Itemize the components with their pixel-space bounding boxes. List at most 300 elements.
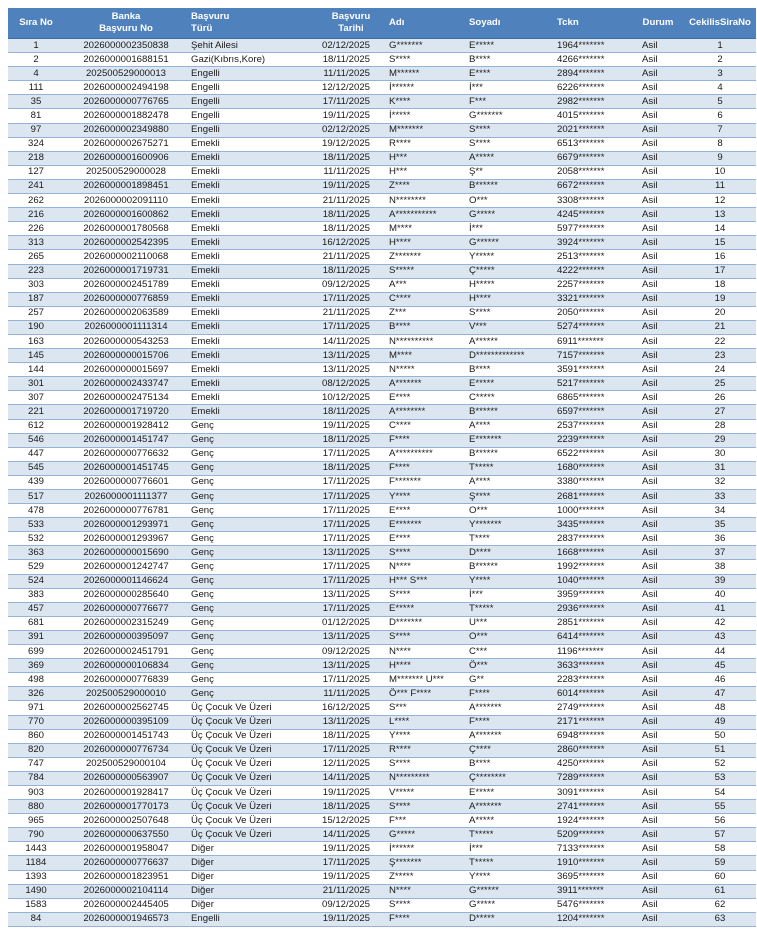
cell-soyadi: D**** — [466, 546, 554, 560]
cell-banka-basvuru-no: 2026000002445405 — [64, 898, 188, 912]
header-banka-line1: Banka — [111, 11, 141, 22]
cell-soyadi: B**** — [466, 53, 554, 67]
table-row — [8, 250, 756, 264]
table-row — [8, 109, 756, 123]
cell-banka-basvuru-no: 2026000000543253 — [64, 334, 188, 348]
cell-basvuru-tarihi: 18/11/2025 — [316, 208, 386, 222]
cell-soyadi: B**** — [466, 757, 554, 771]
cell-tckn: 2749******* — [554, 701, 632, 715]
cell-durum: Asil — [632, 391, 684, 405]
cell-adi: A******* — [386, 377, 466, 391]
cell-adi: H**** — [386, 236, 466, 250]
cell-durum: Asil — [632, 433, 684, 447]
cell-basvuru-tarihi: 19/11/2025 — [316, 179, 386, 193]
header-tckn — [554, 8, 632, 39]
cell-cekilis-sira-no: 31 — [684, 461, 756, 475]
cell-basvuru-tarihi: 21/11/2025 — [316, 250, 386, 264]
header-soyadi-label: Soyadı — [469, 17, 501, 28]
table-row — [8, 236, 756, 250]
cell-cekilis-sira-no: 29 — [684, 433, 756, 447]
cell-basvuru-turu: Emekli — [188, 334, 316, 348]
cell-banka-basvuru-no: 2026000002507648 — [64, 814, 188, 828]
cell-basvuru-tarihi: 17/11/2025 — [316, 518, 386, 532]
cell-durum: Asil — [632, 222, 684, 236]
cell-tckn: 1204******* — [554, 912, 632, 926]
cell-banka-basvuru-no: 2026000002494198 — [64, 81, 188, 95]
cell-cekilis-sira-no: 60 — [684, 870, 756, 884]
cell-cekilis-sira-no: 51 — [684, 743, 756, 757]
cell-cekilis-sira-no: 54 — [684, 785, 756, 799]
cell-cekilis-sira-no: 34 — [684, 504, 756, 518]
cell-basvuru-tarihi: 16/12/2025 — [316, 701, 386, 715]
cell-sira-no: 770 — [8, 715, 64, 729]
cell-basvuru-tarihi: 19/11/2025 — [316, 109, 386, 123]
header-adi — [386, 8, 466, 39]
cell-basvuru-turu: Emekli — [188, 391, 316, 405]
cell-cekilis-sira-no: 48 — [684, 701, 756, 715]
cell-basvuru-tarihi: 17/11/2025 — [316, 602, 386, 616]
cell-soyadi: S**** — [466, 123, 554, 137]
table-row — [8, 419, 756, 433]
cell-banka-basvuru-no: 202500529000028 — [64, 165, 188, 179]
cell-cekilis-sira-no: 61 — [684, 884, 756, 898]
cell-tckn: 3091******* — [554, 785, 632, 799]
cell-banka-basvuru-no: 2026000002315249 — [64, 616, 188, 630]
cell-sira-no: 529 — [8, 560, 64, 574]
cell-soyadi: A****** — [466, 334, 554, 348]
cell-soyadi: A******* — [466, 701, 554, 715]
cell-adi: A********** — [386, 447, 466, 461]
table-row — [8, 842, 756, 856]
cell-cekilis-sira-no: 13 — [684, 208, 756, 222]
cell-basvuru-tarihi: 17/11/2025 — [316, 504, 386, 518]
cell-banka-basvuru-no: 2026000000395109 — [64, 715, 188, 729]
cell-basvuru-turu: Genç — [188, 461, 316, 475]
cell-basvuru-tarihi: 10/12/2025 — [316, 391, 386, 405]
cell-sira-no: 447 — [8, 447, 64, 461]
cell-soyadi: T***** — [466, 828, 554, 842]
cell-adi: N**** — [386, 560, 466, 574]
cell-durum: Asil — [632, 109, 684, 123]
cell-durum: Asil — [632, 870, 684, 884]
cell-basvuru-tarihi: 17/11/2025 — [316, 320, 386, 334]
cell-tckn: 6865******* — [554, 391, 632, 405]
cell-adi: E***** — [386, 602, 466, 616]
cell-cekilis-sira-no: 3 — [684, 67, 756, 81]
cell-basvuru-tarihi: 13/11/2025 — [316, 659, 386, 673]
cell-basvuru-tarihi: 18/11/2025 — [316, 461, 386, 475]
cell-tckn: 3911******* — [554, 884, 632, 898]
cell-soyadi: Y***** — [466, 250, 554, 264]
table-row — [8, 320, 756, 334]
cell-durum: Asil — [632, 518, 684, 532]
table-row — [8, 856, 756, 870]
cell-tckn: 1910******* — [554, 856, 632, 870]
cell-adi: M****** — [386, 67, 466, 81]
cell-banka-basvuru-no: 2026000000776632 — [64, 447, 188, 461]
cell-soyadi: A**** — [466, 475, 554, 489]
cell-adi: D******* — [386, 616, 466, 630]
header-banka-basvuru-no — [64, 8, 188, 39]
cell-basvuru-turu: Üç Çocuk Ve Üzeri — [188, 814, 316, 828]
header-soyadi — [466, 8, 554, 39]
cell-basvuru-tarihi: 13/11/2025 — [316, 630, 386, 644]
table-row — [8, 447, 756, 461]
cell-durum: Asil — [632, 673, 684, 687]
cell-adi: R**** — [386, 137, 466, 151]
table-row — [8, 771, 756, 785]
table-row — [8, 349, 756, 363]
cell-tckn: 2860******* — [554, 743, 632, 757]
cell-cekilis-sira-no: 55 — [684, 800, 756, 814]
cell-tckn: 3321******* — [554, 292, 632, 306]
cell-soyadi: E******* — [466, 433, 554, 447]
table-row — [8, 95, 756, 109]
table-row — [8, 53, 756, 67]
cell-soyadi: B****** — [466, 560, 554, 574]
cell-sira-no: 681 — [8, 616, 64, 630]
table-row — [8, 81, 756, 95]
cell-basvuru-turu: Emekli — [188, 377, 316, 391]
cell-tckn: 1924******* — [554, 814, 632, 828]
cell-adi: N******** — [386, 194, 466, 208]
cell-basvuru-tarihi: 17/11/2025 — [316, 490, 386, 504]
cell-banka-basvuru-no: 202500529000010 — [64, 687, 188, 701]
cell-adi: N********* — [386, 771, 466, 785]
cell-basvuru-tarihi: 18/11/2025 — [316, 53, 386, 67]
cell-basvuru-tarihi: 14/11/2025 — [316, 334, 386, 348]
cell-basvuru-tarihi: 12/12/2025 — [316, 81, 386, 95]
cell-adi: S**** — [386, 53, 466, 67]
cell-banka-basvuru-no: 2026000001111314 — [64, 320, 188, 334]
cell-tckn: 3435******* — [554, 518, 632, 532]
cell-basvuru-tarihi: 17/11/2025 — [316, 447, 386, 461]
cell-soyadi: Y**** — [466, 574, 554, 588]
cell-basvuru-tarihi: 17/11/2025 — [316, 856, 386, 870]
cell-banka-basvuru-no: 2026000001719720 — [64, 405, 188, 419]
cell-banka-basvuru-no: 2026000002562745 — [64, 701, 188, 715]
cell-soyadi: G***** — [466, 898, 554, 912]
cell-basvuru-turu: Genç — [188, 433, 316, 447]
cell-adi: H**** — [386, 659, 466, 673]
cell-cekilis-sira-no: 40 — [684, 588, 756, 602]
cell-cekilis-sira-no: 25 — [684, 377, 756, 391]
cell-cekilis-sira-no: 63 — [684, 912, 756, 926]
cell-basvuru-tarihi: 13/11/2025 — [316, 363, 386, 377]
cell-soyadi: C***** — [466, 391, 554, 405]
cell-durum: Asil — [632, 461, 684, 475]
cell-durum: Asil — [632, 560, 684, 574]
table-row — [8, 912, 756, 926]
table-row — [8, 659, 756, 673]
table-row — [8, 800, 756, 814]
cell-adi: N********** — [386, 334, 466, 348]
cell-adi: Ş******* — [386, 856, 466, 870]
cell-sira-no: 391 — [8, 630, 64, 644]
cell-sira-no: 1393 — [8, 870, 64, 884]
cell-adi: M**** — [386, 349, 466, 363]
cell-cekilis-sira-no: 47 — [684, 687, 756, 701]
cell-basvuru-turu: Diğer — [188, 884, 316, 898]
cell-basvuru-tarihi: 17/11/2025 — [316, 475, 386, 489]
cell-cekilis-sira-no: 24 — [684, 363, 756, 377]
cell-cekilis-sira-no: 28 — [684, 419, 756, 433]
cell-basvuru-tarihi: 11/11/2025 — [316, 165, 386, 179]
cell-basvuru-turu: Engelli — [188, 123, 316, 137]
cell-banka-basvuru-no: 2026000001451747 — [64, 433, 188, 447]
cell-basvuru-tarihi: 17/11/2025 — [316, 292, 386, 306]
cell-banka-basvuru-no: 2026000001823951 — [64, 870, 188, 884]
cell-banka-basvuru-no: 2026000001242747 — [64, 560, 188, 574]
table-row — [8, 546, 756, 560]
cell-sira-no: 860 — [8, 729, 64, 743]
cell-banka-basvuru-no: 2026000001600862 — [64, 208, 188, 222]
cell-soyadi: A******* — [466, 729, 554, 743]
cell-sira-no: 127 — [8, 165, 64, 179]
cell-soyadi: Ş** — [466, 165, 554, 179]
cell-basvuru-turu: Engelli — [188, 912, 316, 926]
cell-tckn: 1964******* — [554, 39, 632, 53]
cell-soyadi: Ç***** — [466, 264, 554, 278]
cell-basvuru-tarihi: 19/11/2025 — [316, 870, 386, 884]
cell-durum: Asil — [632, 785, 684, 799]
cell-tckn: 2681******* — [554, 490, 632, 504]
cell-adi: Ö*** F**** — [386, 687, 466, 701]
table-row — [8, 137, 756, 151]
cell-tckn: 6597******* — [554, 405, 632, 419]
cell-adi: S**** — [386, 588, 466, 602]
cell-cekilis-sira-no: 30 — [684, 447, 756, 461]
cell-adi: H*** — [386, 151, 466, 165]
cell-cekilis-sira-no: 4 — [684, 81, 756, 95]
cell-basvuru-tarihi: 02/12/2025 — [316, 39, 386, 53]
cell-basvuru-tarihi: 02/12/2025 — [316, 123, 386, 137]
cell-adi: S**** — [386, 546, 466, 560]
cell-banka-basvuru-no: 2026000002475134 — [64, 391, 188, 405]
cell-basvuru-turu: Emekli — [188, 250, 316, 264]
table-row — [8, 532, 756, 546]
cell-soyadi: F**** — [466, 715, 554, 729]
cell-soyadi: G******* — [466, 109, 554, 123]
cell-banka-basvuru-no: 2026000002110068 — [64, 250, 188, 264]
table-row — [8, 39, 756, 53]
cell-cekilis-sira-no: 59 — [684, 856, 756, 870]
cell-banka-basvuru-no: 202500529000013 — [64, 67, 188, 81]
cell-banka-basvuru-no: 2026000001451745 — [64, 461, 188, 475]
table-row — [8, 433, 756, 447]
table-row — [8, 574, 756, 588]
cell-soyadi: İ*** — [466, 81, 554, 95]
cell-soyadi: G****** — [466, 236, 554, 250]
cell-adi: Y**** — [386, 490, 466, 504]
cell-cekilis-sira-no: 5 — [684, 95, 756, 109]
cell-tckn: 1000******* — [554, 504, 632, 518]
table-row — [8, 123, 756, 137]
cell-tckn: 2283******* — [554, 673, 632, 687]
cell-cekilis-sira-no: 58 — [684, 842, 756, 856]
cell-banka-basvuru-no: 2026000000395097 — [64, 630, 188, 644]
table-row — [8, 292, 756, 306]
cell-basvuru-turu: Engelli — [188, 81, 316, 95]
cell-banka-basvuru-no: 2026000002104114 — [64, 884, 188, 898]
table-row — [8, 602, 756, 616]
cell-adi: F**** — [386, 433, 466, 447]
cell-banka-basvuru-no: 2026000002349880 — [64, 123, 188, 137]
cell-basvuru-turu: Genç — [188, 532, 316, 546]
cell-sira-no: 190 — [8, 320, 64, 334]
cell-adi: S**** — [386, 898, 466, 912]
table-row — [8, 645, 756, 659]
cell-cekilis-sira-no: 57 — [684, 828, 756, 842]
cell-banka-basvuru-no: 2026000001719731 — [64, 264, 188, 278]
cell-banka-basvuru-no: 2026000000563907 — [64, 771, 188, 785]
cell-basvuru-turu: Emekli — [188, 405, 316, 419]
cell-durum: Asil — [632, 814, 684, 828]
cell-adi: Z***** — [386, 870, 466, 884]
cell-basvuru-turu: Üç Çocuk Ve Üzeri — [188, 785, 316, 799]
cell-basvuru-tarihi: 19/11/2025 — [316, 419, 386, 433]
cell-tckn: 1668******* — [554, 546, 632, 560]
cell-sira-no: 1184 — [8, 856, 64, 870]
cell-cekilis-sira-no: 42 — [684, 616, 756, 630]
header-durum — [632, 8, 684, 39]
cell-cekilis-sira-no: 46 — [684, 673, 756, 687]
cell-cekilis-sira-no: 14 — [684, 222, 756, 236]
table-row — [8, 391, 756, 405]
cell-durum: Asil — [632, 616, 684, 630]
cell-durum: Asil — [632, 194, 684, 208]
cell-basvuru-tarihi: 18/11/2025 — [316, 151, 386, 165]
cell-sira-no: 533 — [8, 518, 64, 532]
cell-sira-no: 265 — [8, 250, 64, 264]
cell-adi: F**** — [386, 461, 466, 475]
cell-basvuru-tarihi: 18/11/2025 — [316, 222, 386, 236]
cell-basvuru-turu: Diğer — [188, 856, 316, 870]
table-body — [8, 39, 756, 927]
cell-banka-basvuru-no: 2026000001928412 — [64, 419, 188, 433]
cell-durum: Asil — [632, 828, 684, 842]
header-banka-line2: Başvuru No — [99, 23, 153, 34]
cell-sira-no: 1 — [8, 39, 64, 53]
cell-basvuru-turu: Şehit Ailesi — [188, 39, 316, 53]
cell-sira-no: 326 — [8, 687, 64, 701]
cell-banka-basvuru-no: 2026000000776677 — [64, 602, 188, 616]
cell-sira-no: 383 — [8, 588, 64, 602]
header-row — [8, 8, 756, 39]
cell-cekilis-sira-no: 18 — [684, 278, 756, 292]
cell-banka-basvuru-no: 2026000001780568 — [64, 222, 188, 236]
cell-durum: Asil — [632, 630, 684, 644]
cell-tckn: 1196******* — [554, 645, 632, 659]
cell-durum: Asil — [632, 320, 684, 334]
cell-banka-basvuru-no: 2026000002451791 — [64, 645, 188, 659]
cell-basvuru-tarihi: 18/11/2025 — [316, 405, 386, 419]
cell-soyadi: İ*** — [466, 842, 554, 856]
cell-cekilis-sira-no: 37 — [684, 546, 756, 560]
cell-tckn: 6226******* — [554, 81, 632, 95]
cell-basvuru-turu: Üç Çocuk Ve Üzeri — [188, 828, 316, 842]
cell-basvuru-tarihi: 19/11/2025 — [316, 842, 386, 856]
cell-adi: S**** — [386, 630, 466, 644]
table-row — [8, 475, 756, 489]
header-sira-no — [8, 8, 64, 39]
cell-sira-no: 262 — [8, 194, 64, 208]
cell-basvuru-turu: Emekli — [188, 363, 316, 377]
cell-basvuru-tarihi: 21/11/2025 — [316, 306, 386, 320]
cell-adi: M******* U*** — [386, 673, 466, 687]
cell-basvuru-turu: Engelli — [188, 67, 316, 81]
cell-basvuru-turu: Genç — [188, 659, 316, 673]
cell-basvuru-turu: Emekli — [188, 179, 316, 193]
cell-basvuru-tarihi: 19/11/2025 — [316, 912, 386, 926]
cell-banka-basvuru-no: 2026000002433747 — [64, 377, 188, 391]
cell-sira-no: 747 — [8, 757, 64, 771]
table-row — [8, 334, 756, 348]
cell-banka-basvuru-no: 2026000000015690 — [64, 546, 188, 560]
cell-adi: E**** — [386, 532, 466, 546]
cell-banka-basvuru-no: 2026000001958047 — [64, 842, 188, 856]
cell-soyadi: V*** — [466, 320, 554, 334]
cell-durum: Asil — [632, 123, 684, 137]
cell-durum: Asil — [632, 151, 684, 165]
cell-sira-no: 303 — [8, 278, 64, 292]
cell-basvuru-turu: Genç — [188, 645, 316, 659]
cell-durum: Asil — [632, 842, 684, 856]
table-row — [8, 898, 756, 912]
cell-durum: Asil — [632, 67, 684, 81]
cell-tckn: 7157******* — [554, 349, 632, 363]
cell-tckn: 2050******* — [554, 306, 632, 320]
cell-banka-basvuru-no: 202500529000104 — [64, 757, 188, 771]
cell-sira-no: 218 — [8, 151, 64, 165]
cell-soyadi: E**** — [466, 67, 554, 81]
table-row — [8, 278, 756, 292]
cell-banka-basvuru-no: 2026000001293971 — [64, 518, 188, 532]
cell-cekilis-sira-no: 52 — [684, 757, 756, 771]
cell-adi: S**** — [386, 800, 466, 814]
cell-cekilis-sira-no: 41 — [684, 602, 756, 616]
table-row — [8, 67, 756, 81]
cell-tckn: 2058******* — [554, 165, 632, 179]
cell-sira-no: 363 — [8, 546, 64, 560]
table-row — [8, 588, 756, 602]
cell-cekilis-sira-no: 2 — [684, 53, 756, 67]
cell-sira-no: 97 — [8, 123, 64, 137]
cell-durum: Asil — [632, 504, 684, 518]
header-tarih-line2: Tarihi — [338, 23, 364, 34]
cell-cekilis-sira-no: 39 — [684, 574, 756, 588]
cell-tckn: 2982******* — [554, 95, 632, 109]
cell-adi: İ****** — [386, 842, 466, 856]
cell-basvuru-tarihi: 17/11/2025 — [316, 574, 386, 588]
cell-sira-no: 524 — [8, 574, 64, 588]
cell-tckn: 5209******* — [554, 828, 632, 842]
cell-basvuru-tarihi: 13/11/2025 — [316, 349, 386, 363]
table-row — [8, 785, 756, 799]
cell-cekilis-sira-no: 16 — [684, 250, 756, 264]
cell-banka-basvuru-no: 2026000001882478 — [64, 109, 188, 123]
cell-tckn: 5476******* — [554, 898, 632, 912]
cell-basvuru-tarihi: 17/11/2025 — [316, 95, 386, 109]
cell-adi: H*** — [386, 165, 466, 179]
cell-durum: Asil — [632, 743, 684, 757]
cell-sira-no: 965 — [8, 814, 64, 828]
cell-cekilis-sira-no: 33 — [684, 490, 756, 504]
cell-sira-no: 81 — [8, 109, 64, 123]
cell-banka-basvuru-no: 2026000001146624 — [64, 574, 188, 588]
cell-durum: Asil — [632, 53, 684, 67]
cell-durum: Asil — [632, 363, 684, 377]
